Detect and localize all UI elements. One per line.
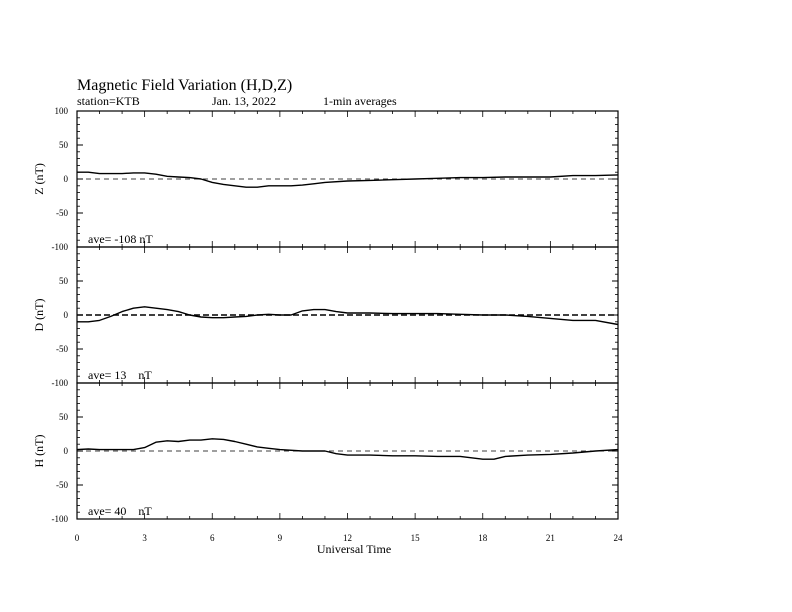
series-line-z	[77, 172, 618, 187]
y-tick-label: 0	[63, 310, 68, 320]
x-tick-label: 12	[343, 533, 352, 543]
x-tick-label: 15	[410, 533, 420, 543]
x-tick-label: 24	[613, 533, 623, 543]
y-axis-label-z: Z (nT)	[32, 163, 46, 195]
x-tick-label: 21	[545, 533, 555, 543]
x-tick-label: 6	[210, 533, 215, 543]
station-label: station=KTB	[77, 94, 140, 108]
x-tick-label: 3	[142, 533, 147, 543]
average-label-d: ave= 13 nT	[88, 368, 152, 382]
x-axis-label: Universal Time	[316, 542, 392, 556]
y-axis-label-d: D (nT)	[32, 298, 46, 332]
y-tick-label: 100	[54, 106, 68, 116]
x-tick-label: 9	[277, 533, 283, 543]
x-tick-label: 18	[478, 533, 488, 543]
y-tick-label: 0	[63, 174, 68, 184]
panel-d	[32, 247, 618, 388]
average-label-z: ave= -108 nT	[88, 232, 153, 246]
y-tick-label: 0	[63, 446, 68, 456]
series-line-h	[77, 439, 618, 459]
x-tick-label: 0	[74, 533, 80, 543]
date-label: Jan. 13, 2022	[212, 94, 276, 108]
panel-z	[32, 106, 618, 252]
y-tick-label: -50	[56, 480, 68, 490]
y-tick-label: 50	[59, 276, 68, 286]
chart-panels	[32, 106, 618, 524]
chart-title: Magnetic Field Variation (H,D,Z)	[77, 77, 293, 94]
averaging-label: 1-min averages	[323, 94, 397, 108]
y-tick-label: -100	[51, 514, 68, 524]
y-tick-label: -50	[56, 344, 68, 354]
y-tick-label: -100	[51, 378, 68, 388]
average-label-h: ave= 40 nT	[88, 504, 152, 518]
y-tick-label: -100	[51, 242, 68, 252]
y-tick-label: 50	[59, 412, 68, 422]
y-tick-label: -50	[56, 208, 68, 218]
panel-h	[32, 383, 618, 524]
y-tick-label: 50	[59, 140, 68, 150]
y-axis-label-h: H (nT)	[32, 434, 46, 468]
